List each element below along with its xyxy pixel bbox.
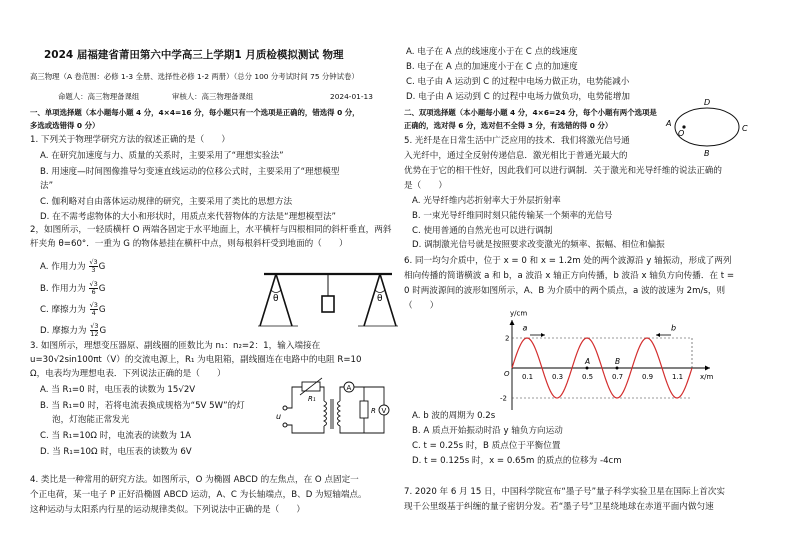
q6-option-a: A. b 波的周期为 0.2s <box>412 411 496 421</box>
q4-ellipse-figure <box>664 98 750 158</box>
q2-option-b: B. 作用力为 $\frac{√3}{6}$ G <box>40 280 106 296</box>
exam-meta: 高三物理（A 卷范围：必修 1-3 全册、选择性必修 1-2 两册）（总分 100 分考试时间 75 分钟试卷） <box>30 72 359 81</box>
section2-heading-cont: 正确的，选对得 6 分，选对但不全得 3 分，有选错的得 0 分） <box>404 121 613 130</box>
y-tick-label: 2 <box>505 334 510 343</box>
r1-label: R₁ <box>308 395 316 403</box>
primary-coil <box>324 401 327 426</box>
author: 命题人：高三物理备课组 <box>58 92 140 101</box>
x-tick-label: 1.1 <box>672 373 684 381</box>
ellipse-label-a: A <box>666 119 672 128</box>
q5-option-a: A. 光导纤维内芯折射率大于外层折射率 <box>412 196 561 206</box>
reviewer: 审核人：高三物理备课组 <box>172 92 254 101</box>
x-tick-label: 0.5 <box>582 373 594 381</box>
point-A <box>586 367 589 370</box>
q6-wave-chart <box>490 308 718 412</box>
focus-label-o: O <box>678 129 685 138</box>
q4-stem-line2: 个正电荷，某一电子 P 正好沿椭圆 ABCD 运动，A、C 为长轴端点，B、D 为短轴端点。 <box>30 490 367 500</box>
q3-option-a: A. 当 R₁=0 时，电压表的读数为 15√2V <box>40 385 196 395</box>
q1-option-b: B. 用速度—时间图像推导匀变速直线运动的位移公式时，主要采用了“理想模型 <box>40 167 340 177</box>
section2-heading: 二、双项选择题（本小题每小题 4 分，4×6=24 分，每个小题有两个选项是 <box>404 108 657 117</box>
q2-option-a: A. 作用力为 $\frac{√3}{3}$ G <box>40 258 106 274</box>
right-angle-arc <box>375 290 385 293</box>
q1-option-a: A. 在研究加速度与力、质量的关系时，主要采用了“理想实验法” <box>40 151 284 161</box>
q1-option-d: D. 在不需考虑物体的大小和形状时，用质点来代替物体的方法是“理想模型法” <box>40 212 336 222</box>
q4-stem-line1: 4. 类比是一种常用的研究方法。如图所示，O 为椭圆 ABCD 的左焦点，在 O 点固定一 <box>30 475 359 485</box>
q1-option-b-cont: 法” <box>40 181 54 191</box>
exam-date: 2024-01-13 <box>330 92 373 101</box>
input-terminal-bottom <box>283 423 287 427</box>
q5-stem-line2: 入光纤中，通过全反射传递信息．激光相比于普通光最大的 <box>404 151 628 161</box>
arrow-a-head <box>541 333 545 337</box>
q5-stem-line3: 优势在于它的相干性好，因此我们可以进行调制．关于激光和光导纤维的说法正确的 <box>404 166 722 176</box>
q6-stem-line2: 相向传播的简谐横波 a 和 b，a 波沿 x 轴正方向传播，b 波沿 x 轴负方向传播．在 t = <box>404 271 735 281</box>
series-label-b: b <box>671 323 677 333</box>
q6-stem-line4: （ ） <box>404 301 439 311</box>
q4-option-a: A. 电子在 A 点的线速度小于在 C 点的线速度 <box>406 47 578 57</box>
q2-figure <box>258 268 398 330</box>
point-label-A: A <box>585 357 591 366</box>
x-tick-label: 0.7 <box>612 373 624 381</box>
ellipse-label-c: C <box>742 124 748 133</box>
input-terminal-top <box>283 406 287 410</box>
ellipse-label-d: D <box>704 98 711 107</box>
chart-labels <box>500 310 714 403</box>
source-label: u <box>276 412 282 421</box>
q4-stem-line3: 这种运动与太阳系内行星的运动规律类似。下列说法中正确的是（ ） <box>30 505 306 515</box>
q2-option-d: D. 摩擦力为 $\frac{√3}{12}$ G <box>40 322 107 338</box>
left-theta-label: θ <box>273 294 279 304</box>
y-tick-label: -2 <box>500 394 507 403</box>
q6-option-b: B. A 质点开始振动时沿 y 轴负方向运动 <box>412 426 563 436</box>
q5-option-c: C. 使用普通的自然光也可以进行调制 <box>412 226 553 236</box>
x-axis-arrow <box>705 366 710 371</box>
resistor-r <box>360 401 368 418</box>
q7-stem-line1: 7. 2020 年 6 月 15 日，中国科学院宣布“墨子号”量子科学实验卫星在国际上首次实 <box>404 487 725 497</box>
section1-heading: 一、单项选择题（本小题每小题 4 分，4×4=16 分，每小题只有一个选项是正确的，错选得 0 分， <box>30 108 360 117</box>
arrow-b-head <box>656 333 660 337</box>
r-label: R <box>371 407 376 415</box>
exam-title: 2024 届福建省莆田第六中学高三上学期1 月质检模拟测试 物理 <box>44 49 344 61</box>
x-tick-label: 0.1 <box>522 373 534 381</box>
q1-option-c: C. 伽利略对自由落体运动规律的研究，主要采用了类比的思想方法 <box>40 197 293 207</box>
point-B <box>616 367 619 370</box>
ellipse-label-b: B <box>704 149 710 158</box>
x-tick-label: 0.3 <box>552 373 564 381</box>
y-axis-label: y/cm <box>510 309 528 318</box>
point-label-B: B <box>615 357 621 366</box>
q5-stem-line4: 是（ ） <box>404 181 447 191</box>
x-tick-label: 0.9 <box>642 373 654 381</box>
q3-figure <box>276 373 392 443</box>
q6-option-c: C. t = 0.25s 时，B 质点位于平衡位置 <box>412 441 561 451</box>
section1-heading-cont: 多选或选错得 0 分） <box>30 121 100 130</box>
secondary-coil <box>338 401 341 426</box>
secondary-wire-top <box>340 387 344 401</box>
left-angle-arc <box>271 290 281 293</box>
q6-option-d: D. t = 0.125s 时，x = 0.65m 的质点的位移为 -4cm <box>412 456 622 466</box>
origin-label: O <box>504 370 510 378</box>
q3-option-b: B. 当 R₁=0 时，若将电流表换成规格为“5V 5W”的灯 <box>40 401 245 411</box>
q3-stem-line1: 3. 如图所示，理想变压器原、副线圈的匝数比为 n₁：n₂=2：1，输入端接在 <box>30 341 321 351</box>
primary-wire-right <box>320 387 324 401</box>
series-label-a: a <box>522 323 528 333</box>
q3-option-d: D. 当 R₁=10Ω 时，电压表的读数为 6V <box>40 447 192 457</box>
voltmeter-label: V <box>381 407 387 415</box>
q7-stem-line2: 现千公里级基于纠缠的量子密钥分发。若“墨子号”卫星绕地球在赤道平面内做匀速 <box>404 502 714 512</box>
q6-stem-line1: 6. 同一均匀介质中，位于 x = 0 和 x = 1.2m 处的两个波源沿 y 轴振动，形成了两列 <box>404 256 732 266</box>
q2-stem-line1: 2，如图所示，一轻质横杆 O 两端各固定于水平地面上，水平横杆与四根相同的斜杆垂直，两斜 <box>30 225 392 235</box>
q3-option-b-cont: 泡，灯泡能正常发光 <box>52 415 130 425</box>
q6-stem-line3: 0 时两波源间的波形如图所示，A、B 为介质中的两个质点，a 波的波速为 2m/s，则 <box>404 286 726 296</box>
q4-option-b: B. 电子在 A 点的加速度小于在 C 点的加速度 <box>406 62 578 72</box>
q5-option-d: D. 调制激光信号就是按照要求改变激光的频率、振幅、相位和偏振 <box>412 240 665 250</box>
x-axis-label: x/m <box>700 373 714 381</box>
q3-stem-line3: Ω，电表均为理想电表．下列说法正确的是（ ） <box>30 369 226 379</box>
primary-wire-bottom <box>287 425 324 433</box>
q4-option-d: D. 电子由 A 运动到 C 的过程中电场力做负功，电势能增加 <box>406 92 630 102</box>
y-axis-arrow <box>510 320 515 325</box>
hanging-weight <box>322 296 334 312</box>
q2-option-c: C. 摩擦力为 $\frac{√3}{4}$ G <box>40 301 106 317</box>
q2-stem-line2: 杆夹角 θ=60°．一重为 G 的物体悬挂在横杆中点，则每根斜杆受到地面的（ ） <box>30 239 348 249</box>
q4-option-c: C. 电子由 A 运动到 C 的过程中电场力做正功，电势能减小 <box>406 77 630 87</box>
q3-option-c: C. 当 R₁=10Ω 时，电流表的读数为 1A <box>40 431 192 441</box>
primary-wire-top <box>287 387 302 408</box>
q3-stem-line2: u=30√2sin100πt（V）的交流电源上，R₁ 为电阻箱，副线圈连在电路中的电阻 R=10 <box>30 355 362 365</box>
q5-stem-line1: 5. 光纤是在日常生活中广泛应用的技术．我们将激光信号通 <box>404 136 630 146</box>
ammeter-label: A <box>346 384 352 392</box>
right-theta-label: θ <box>377 294 383 304</box>
q5-option-b: B. 一束光导纤维同时刻只能传输某一个频率的光信号 <box>412 211 613 221</box>
q1-stem: 1. 下列关于物理学研究方法的叙述正确的是（ ） <box>30 135 230 145</box>
secondary-wire-right <box>354 387 384 405</box>
